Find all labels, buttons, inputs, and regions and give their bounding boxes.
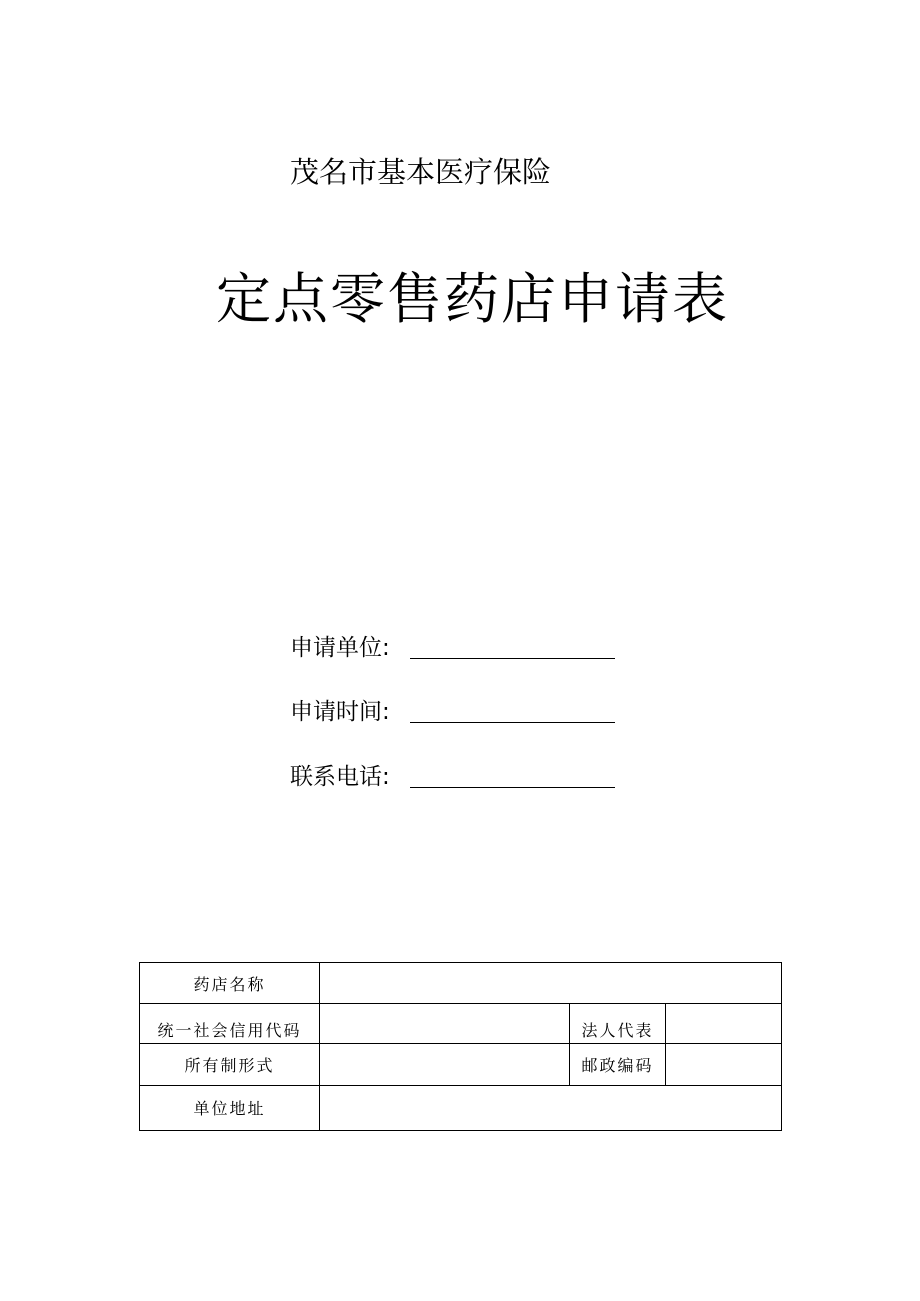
table-row	[140, 1004, 782, 1044]
pharmacy-name-cell[interactable]	[320, 963, 782, 1004]
application-date-label: 申请时间:	[290, 699, 390, 725]
address-cell[interactable]	[320, 1085, 782, 1130]
contact-phone-label: 联系电话:	[290, 764, 390, 790]
legal-rep-label: 法人代表	[570, 1004, 666, 1044]
table-row	[140, 1085, 782, 1130]
application-date-field	[290, 694, 620, 730]
address-label: 单位地址	[140, 1085, 320, 1130]
postal-code-cell[interactable]	[666, 1044, 782, 1085]
ownership-label: 所有制形式	[140, 1044, 320, 1085]
postal-code-label: 邮政编码	[570, 1044, 666, 1085]
table-row	[140, 963, 782, 1004]
document-title: 定点零售药店申请表	[216, 267, 730, 331]
pharmacy-name-label: 药店名称	[140, 963, 320, 1004]
applicant-unit-blank[interactable]	[410, 658, 615, 659]
document-subtitle: 茂名市基本医疗保险	[290, 155, 552, 189]
pharmacy-info-table	[139, 962, 782, 1131]
credit-code-label: 统一社会信用代码	[140, 1004, 320, 1044]
ownership-cell[interactable]	[320, 1044, 570, 1085]
applicant-unit-label: 申请单位:	[290, 635, 390, 661]
table-row	[140, 1044, 782, 1085]
credit-code-cell[interactable]	[320, 1004, 570, 1044]
legal-rep-cell[interactable]	[666, 1004, 782, 1044]
contact-phone-field	[290, 759, 620, 795]
contact-phone-blank[interactable]	[410, 787, 615, 788]
application-date-blank[interactable]	[410, 722, 615, 723]
applicant-unit-field	[290, 630, 620, 666]
